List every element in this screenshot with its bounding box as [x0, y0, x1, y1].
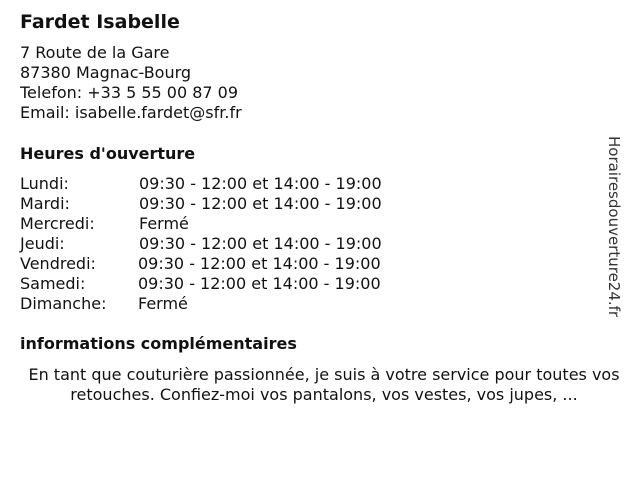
hours-value: Fermé [138, 294, 188, 313]
business-description: En tant que couturière passionnée, je suis à votre service pour toutes vos retouches. Confiez-moi vos pantalons, vos vestes, vos jupes, ... [28, 365, 620, 404]
business-name: Fardet Isabelle [20, 11, 180, 33]
day-label: Vendredi: [20, 254, 96, 273]
hours-value: 09:30 - 12:00 et 14:00 - 19:00 [138, 254, 381, 273]
email-address: Email: isabelle.fardet@sfr.fr [20, 103, 242, 122]
hours-value: 09:30 - 12:00 et 14:00 - 19:00 [138, 274, 381, 293]
opening-hours-heading: Heures d'ouverture [20, 144, 196, 163]
hours-value: 09:30 - 12:00 et 14:00 - 19:00 [139, 234, 382, 253]
day-label: Samedi: [20, 274, 86, 293]
contact-block [20, 43, 242, 123]
day-label: Mardi: [20, 194, 70, 213]
day-label: Dimanche: [20, 294, 107, 313]
address-line-1: 7 Route de la Gare [20, 43, 170, 62]
address-line-2: 87380 Magnac-Bourg [20, 63, 192, 82]
day-label: Mercredi: [20, 214, 95, 233]
hours-value: Fermé [139, 214, 189, 233]
hours-value: 09:30 - 12:00 et 14:00 - 19:00 [139, 174, 382, 193]
site-watermark: Horairesdouverture24.fr [605, 136, 623, 318]
phone-number: Telefon: +33 5 55 00 87 09 [20, 83, 239, 102]
hours-value: 09:30 - 12:00 et 14:00 - 19:00 [139, 194, 382, 213]
additional-info-heading: informations complémentaires [20, 334, 297, 353]
day-label: Jeudi: [20, 234, 65, 253]
day-label: Lundi: [20, 174, 69, 193]
